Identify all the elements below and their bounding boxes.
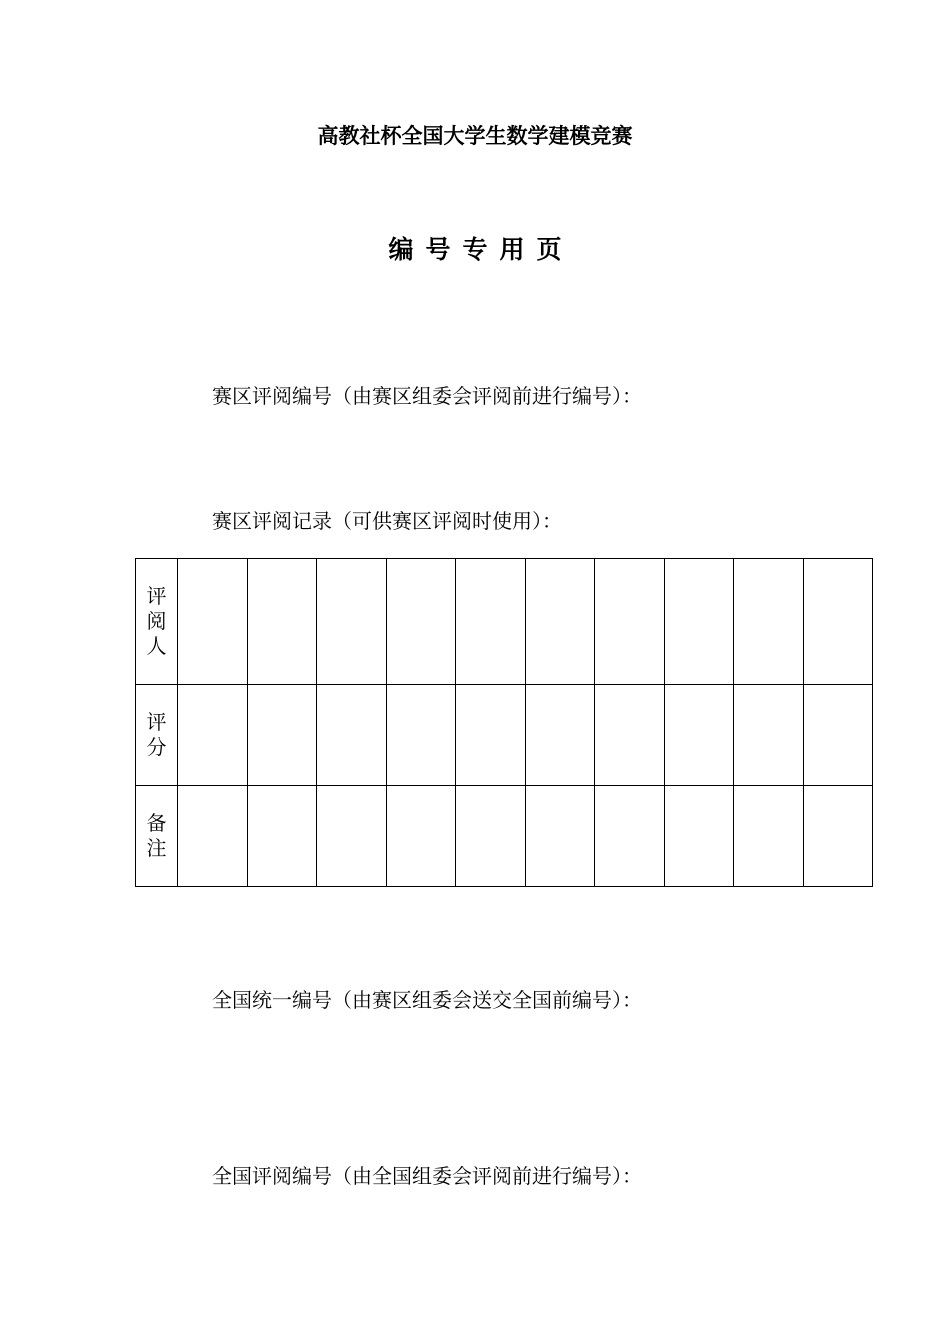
- note-cell[interactable]: [803, 786, 873, 887]
- score-cell[interactable]: [247, 685, 317, 786]
- note-cell[interactable]: [317, 786, 387, 887]
- reviewer-cell[interactable]: [525, 559, 595, 685]
- score-cell[interactable]: [664, 685, 734, 786]
- regional-review-number-label: 赛区评阅编号（由赛区组委会评阅前进行编号）：: [212, 384, 642, 408]
- row-header-label: 评阅人: [146, 584, 167, 658]
- score-cell[interactable]: [525, 685, 595, 786]
- note-cell[interactable]: [386, 786, 456, 887]
- reviewer-cell[interactable]: [178, 559, 248, 685]
- table-row-score: [136, 685, 873, 786]
- table-row-note: [136, 786, 873, 887]
- score-cell[interactable]: [317, 685, 387, 786]
- row-header-label: 评分: [146, 710, 167, 759]
- note-cell[interactable]: [525, 786, 595, 887]
- row-header-label: 备注: [146, 811, 167, 860]
- regional-review-record-label: 赛区评阅记录（可供赛区评阅时使用）：: [212, 509, 562, 533]
- score-cell[interactable]: [386, 685, 456, 786]
- reviewer-cell[interactable]: [317, 559, 387, 685]
- review-record-table: [135, 558, 873, 887]
- score-cell[interactable]: [734, 685, 804, 786]
- row-header-reviewer: [136, 559, 178, 685]
- row-header-score: [136, 685, 178, 786]
- note-cell[interactable]: [664, 786, 734, 887]
- reviewer-cell[interactable]: [734, 559, 804, 685]
- row-header-note: [136, 786, 178, 887]
- score-cell[interactable]: [803, 685, 873, 786]
- reviewer-cell[interactable]: [803, 559, 873, 685]
- page-title: 编号专用页: [388, 235, 574, 264]
- reviewer-cell[interactable]: [247, 559, 317, 685]
- score-cell[interactable]: [178, 685, 248, 786]
- score-cell[interactable]: [595, 685, 665, 786]
- note-cell[interactable]: [178, 786, 248, 887]
- note-cell[interactable]: [734, 786, 804, 887]
- note-cell[interactable]: [247, 786, 317, 887]
- reviewer-cell[interactable]: [386, 559, 456, 685]
- table-row-reviewer: [136, 559, 873, 685]
- note-cell[interactable]: [595, 786, 665, 887]
- national-unified-number-label: 全国统一编号（由赛区组委会送交全国前编号）：: [212, 988, 642, 1012]
- competition-title: 高教社杯全国大学生数学建模竞赛: [317, 123, 633, 148]
- reviewer-cell[interactable]: [664, 559, 734, 685]
- reviewer-cell[interactable]: [456, 559, 526, 685]
- score-cell[interactable]: [456, 685, 526, 786]
- reviewer-cell[interactable]: [595, 559, 665, 685]
- note-cell[interactable]: [456, 786, 526, 887]
- national-review-number-label: 全国评阅编号（由全国组委会评阅前进行编号）：: [212, 1164, 642, 1188]
